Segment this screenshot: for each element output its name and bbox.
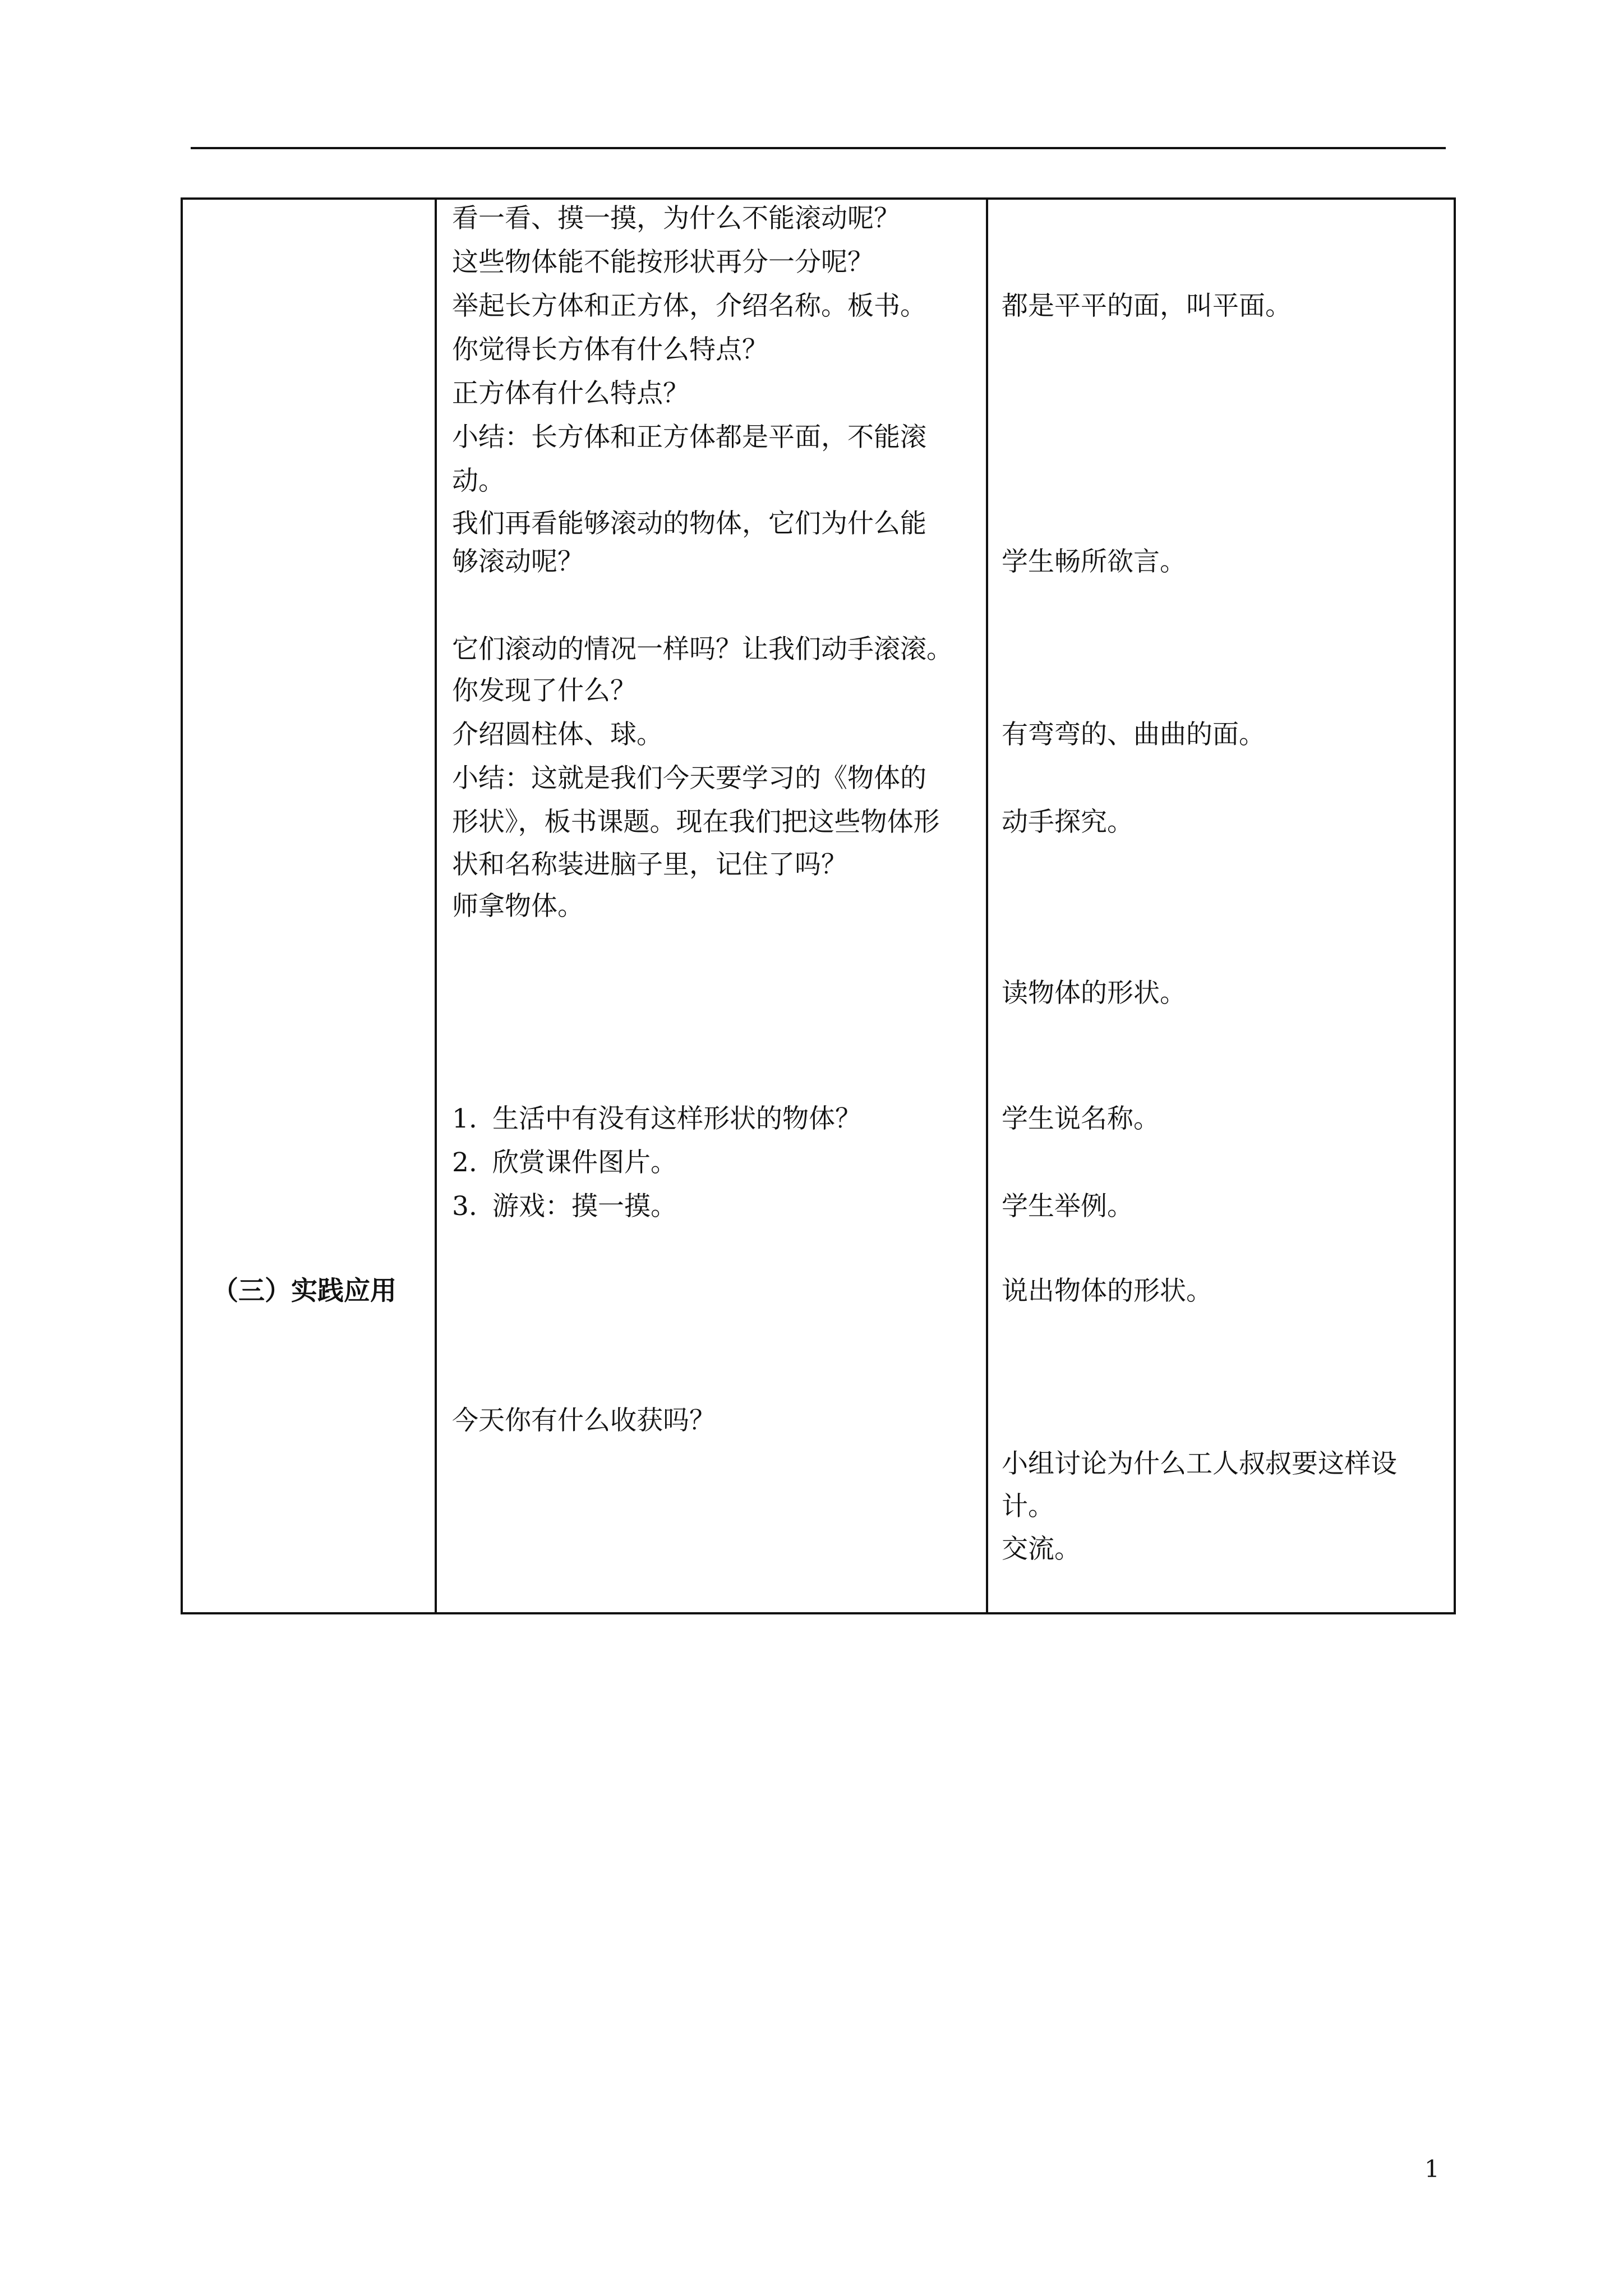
activity-number: 2. — [452, 1147, 477, 1178]
student-line: 学生举例。 — [1002, 1191, 1133, 1222]
teacher-line: 小结：这就是我们今天要学习的《物体的 — [452, 763, 926, 794]
teacher-line: 我们再看能够滚动的物体，它们为什么能 — [452, 508, 926, 539]
closing-question: 今天你有什么收获吗？ — [452, 1405, 716, 1436]
student-line: 说出物体的形状。 — [1002, 1276, 1212, 1306]
teacher-line: 状和名称装进脑子里，记住了吗？ — [452, 849, 847, 880]
activity-number: 3. — [452, 1191, 477, 1222]
column-divider — [435, 200, 437, 1612]
stage-label: （三）实践应用 — [212, 1276, 396, 1306]
teacher-line: 小结：长方体和正方体都是平面，不能滚 — [452, 422, 926, 453]
teacher-line: 你发现了什么？ — [452, 675, 637, 706]
page-number: 1 — [1424, 2155, 1440, 2183]
column-divider — [986, 200, 988, 1612]
activity-item: 生活中有没有这样形状的物体？ — [492, 1103, 861, 1134]
teacher-line: 它们滚动的情况一样吗？让我们动手滚滚。 — [452, 634, 953, 665]
teacher-line: 举起长方体和正方体，介绍名称。板书。 — [452, 291, 926, 321]
student-line: 读物体的形状。 — [1002, 978, 1186, 1009]
student-line: 动手探究。 — [1002, 807, 1133, 838]
teacher-line: 这些物体能不能按形状再分一分呢？ — [452, 247, 874, 278]
activity-item: 游戏：摸一摸。 — [492, 1191, 677, 1222]
teacher-line: 师拿物体。 — [452, 891, 584, 922]
teacher-line: 看一看、摸一摸，为什么不能滚动呢？ — [452, 203, 900, 234]
teacher-line: 够滚动呢？ — [452, 546, 584, 577]
activity-item: 欣赏课件图片。 — [492, 1147, 677, 1178]
activity-number: 1. — [452, 1103, 477, 1134]
header-rule — [191, 147, 1446, 149]
student-line: 学生畅所欲言。 — [1002, 546, 1186, 577]
teacher-line: 形状》，板书课题。现在我们把这些物体形 — [452, 807, 940, 838]
student-line: 有弯弯的、曲曲的面。 — [1002, 719, 1265, 750]
student-line: 小组讨论为什么工人叔叔要这样设 — [1002, 1448, 1397, 1479]
teacher-line: 正方体有什么特点？ — [452, 378, 689, 409]
student-line: 交流。 — [1002, 1534, 1081, 1565]
teacher-line: 动。 — [452, 466, 505, 496]
lesson-table — [181, 197, 1456, 1614]
student-line: 计。 — [1002, 1491, 1054, 1522]
teacher-line: 介绍圆柱体、球。 — [452, 719, 663, 750]
student-line: 都是平平的面，叫平面。 — [1002, 291, 1292, 321]
teacher-line: 你觉得长方体有什么特点？ — [452, 334, 768, 365]
student-line: 学生说名称。 — [1002, 1103, 1160, 1134]
